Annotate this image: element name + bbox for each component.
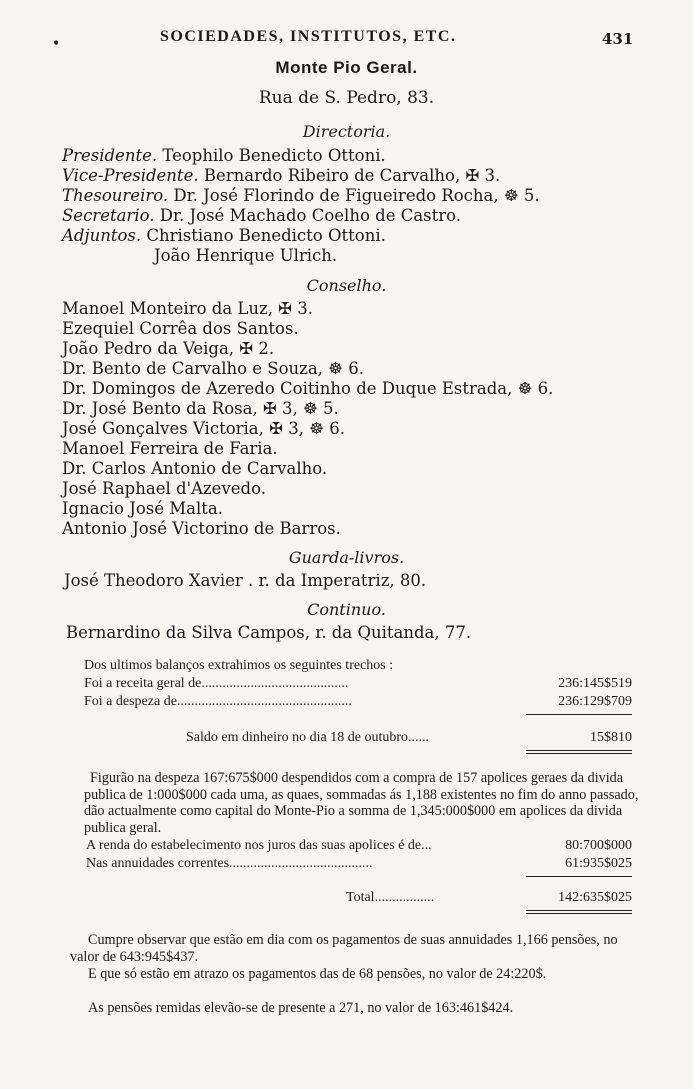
conselho-row: Ezequiel Corrêa dos Santos. [62, 319, 299, 338]
paragraph-apolices: Figurão na despeza 167:675$000 despendidos com a compra de 157 apolices geraes da divida publica de 1:000$000 cada uma, as quaes, sommadas ás 1,188 existentes no fim do anno passado, dão actualmente como capital do Monte-Pio a somma de 1,345:000$000 em apolices da divida publica geral. [84, 770, 639, 836]
double-rule-bottom [526, 913, 632, 914]
double-rule-top [526, 750, 632, 751]
conselho-row: João Pedro da Veiga, ✠ 2. [62, 339, 275, 358]
total-label: Total................. [346, 890, 435, 905]
running-head: SOCIEDADES, INSTITUTOS, ETC. [160, 28, 457, 45]
role-label: Vice-Presidente. [62, 166, 199, 185]
total-value: 142:635$025 [558, 890, 632, 905]
conselho-row: José Raphael d'Azevedo. [62, 479, 266, 498]
member-name: Christiano Benedicto Ottoni. [146, 226, 386, 245]
receita-value: 236:145$519 [558, 676, 632, 691]
directoria-row [154, 246, 337, 265]
receita-label: Foi a receita geral de.......................................... [84, 676, 349, 691]
saldo-label: Saldo em dinheiro no dia 18 de outubro...... [186, 730, 430, 745]
member-name: João Henrique Ulrich. [154, 246, 338, 265]
conselho-row: José Gonçalves Victoria, ✠ 3, ☸ 6. [62, 419, 345, 438]
paragraph-remidas: As pensões remidas elevão-se de presente a 271, no valor de 163:461$424. [88, 1000, 514, 1016]
page-number: 431 [602, 30, 634, 48]
page-title: Monte Pio Geral. [275, 58, 418, 77]
double-rule-top [526, 910, 632, 911]
saldo-value: 15$810 [590, 730, 632, 745]
conselho-row: Dr. Bento de Carvalho e Souza, ☸ 6. [62, 359, 364, 378]
member-name: Dr. José Florindo de Figueiredo Rocha, ☸ 5. [173, 186, 540, 205]
total-rule [526, 876, 632, 877]
guarda-livros-heading: Guarda-livros. [288, 548, 405, 567]
renda-value: 80:700$000 [565, 838, 632, 853]
role-label: Presidente. [62, 146, 158, 165]
paragraph-atrazo: E que só estão em atrazo os pagamentos das de 68 pensões, no valor de 24:220$. [88, 966, 547, 982]
despeza-value: 236:129$709 [558, 694, 632, 709]
annuidades-value: 61:935$025 [565, 856, 632, 871]
member-name: Teophilo Benedicto Ottoni. [162, 146, 386, 165]
directoria-row [62, 226, 386, 245]
role-label: Secretario. [62, 206, 155, 225]
conselho-row: Manoel Monteiro da Luz, ✠ 3. [62, 299, 313, 318]
conselho-row: Manoel Ferreira de Faria. [62, 439, 278, 458]
balancos-intro: Dos ultimos balanços extrahimos os seguintes trechos : [84, 658, 394, 673]
double-rule-bottom [526, 753, 632, 754]
renda-label: A renda do estabelecimento nos juros das suas apolices é de... [86, 838, 432, 853]
directoria-row [62, 186, 540, 205]
conselho-row: Dr. Carlos Antonio de Carvalho. [62, 459, 328, 478]
role-label: Adjuntos. [62, 226, 142, 245]
directoria-row [62, 146, 386, 165]
directoria-heading: Directoria. [302, 122, 391, 141]
guarda-livros-entry: José Theodoro Xavier . r. da Imperatriz, 80. [64, 571, 427, 590]
sum-rule [526, 714, 632, 715]
despeza-label: Foi a despeza de.................................................. [84, 694, 352, 709]
conselho-row: Antonio José Victorino de Barros. [62, 519, 341, 538]
paragraph-annuidades: Cumpre observar que estão em dia com os pagamentos de suas annuidades 1,166 pensões, no valor de 643:945$437. [70, 932, 618, 965]
role-label: Thesoureiro. [62, 186, 169, 205]
member-name: Dr. José Machado Coelho de Castro. [159, 206, 462, 225]
directoria-row [62, 166, 500, 185]
conselho-row: Ignacio José Malta. [62, 499, 223, 518]
address: Rua de S. Pedro, 83. [258, 88, 435, 108]
directoria-row [62, 206, 461, 225]
margin-mark: • [52, 36, 61, 52]
member-name: Bernardo Ribeiro de Carvalho, ✠ 3. [203, 166, 501, 185]
continuo-heading: Continuo. [307, 600, 386, 619]
conselho-row: Dr. José Bento da Rosa, ✠ 3, ☸ 5. [62, 399, 339, 418]
annuidades-label: Nas annuidades correntes......................................... [86, 856, 373, 871]
continuo-entry: Bernardino da Silva Campos, r. da Quitanda, 77. [66, 623, 472, 642]
conselho-heading: Conselho. [306, 276, 387, 295]
conselho-row: Dr. Domingos de Azeredo Coitinho de Duque Estrada, ☸ 6. [62, 379, 554, 398]
